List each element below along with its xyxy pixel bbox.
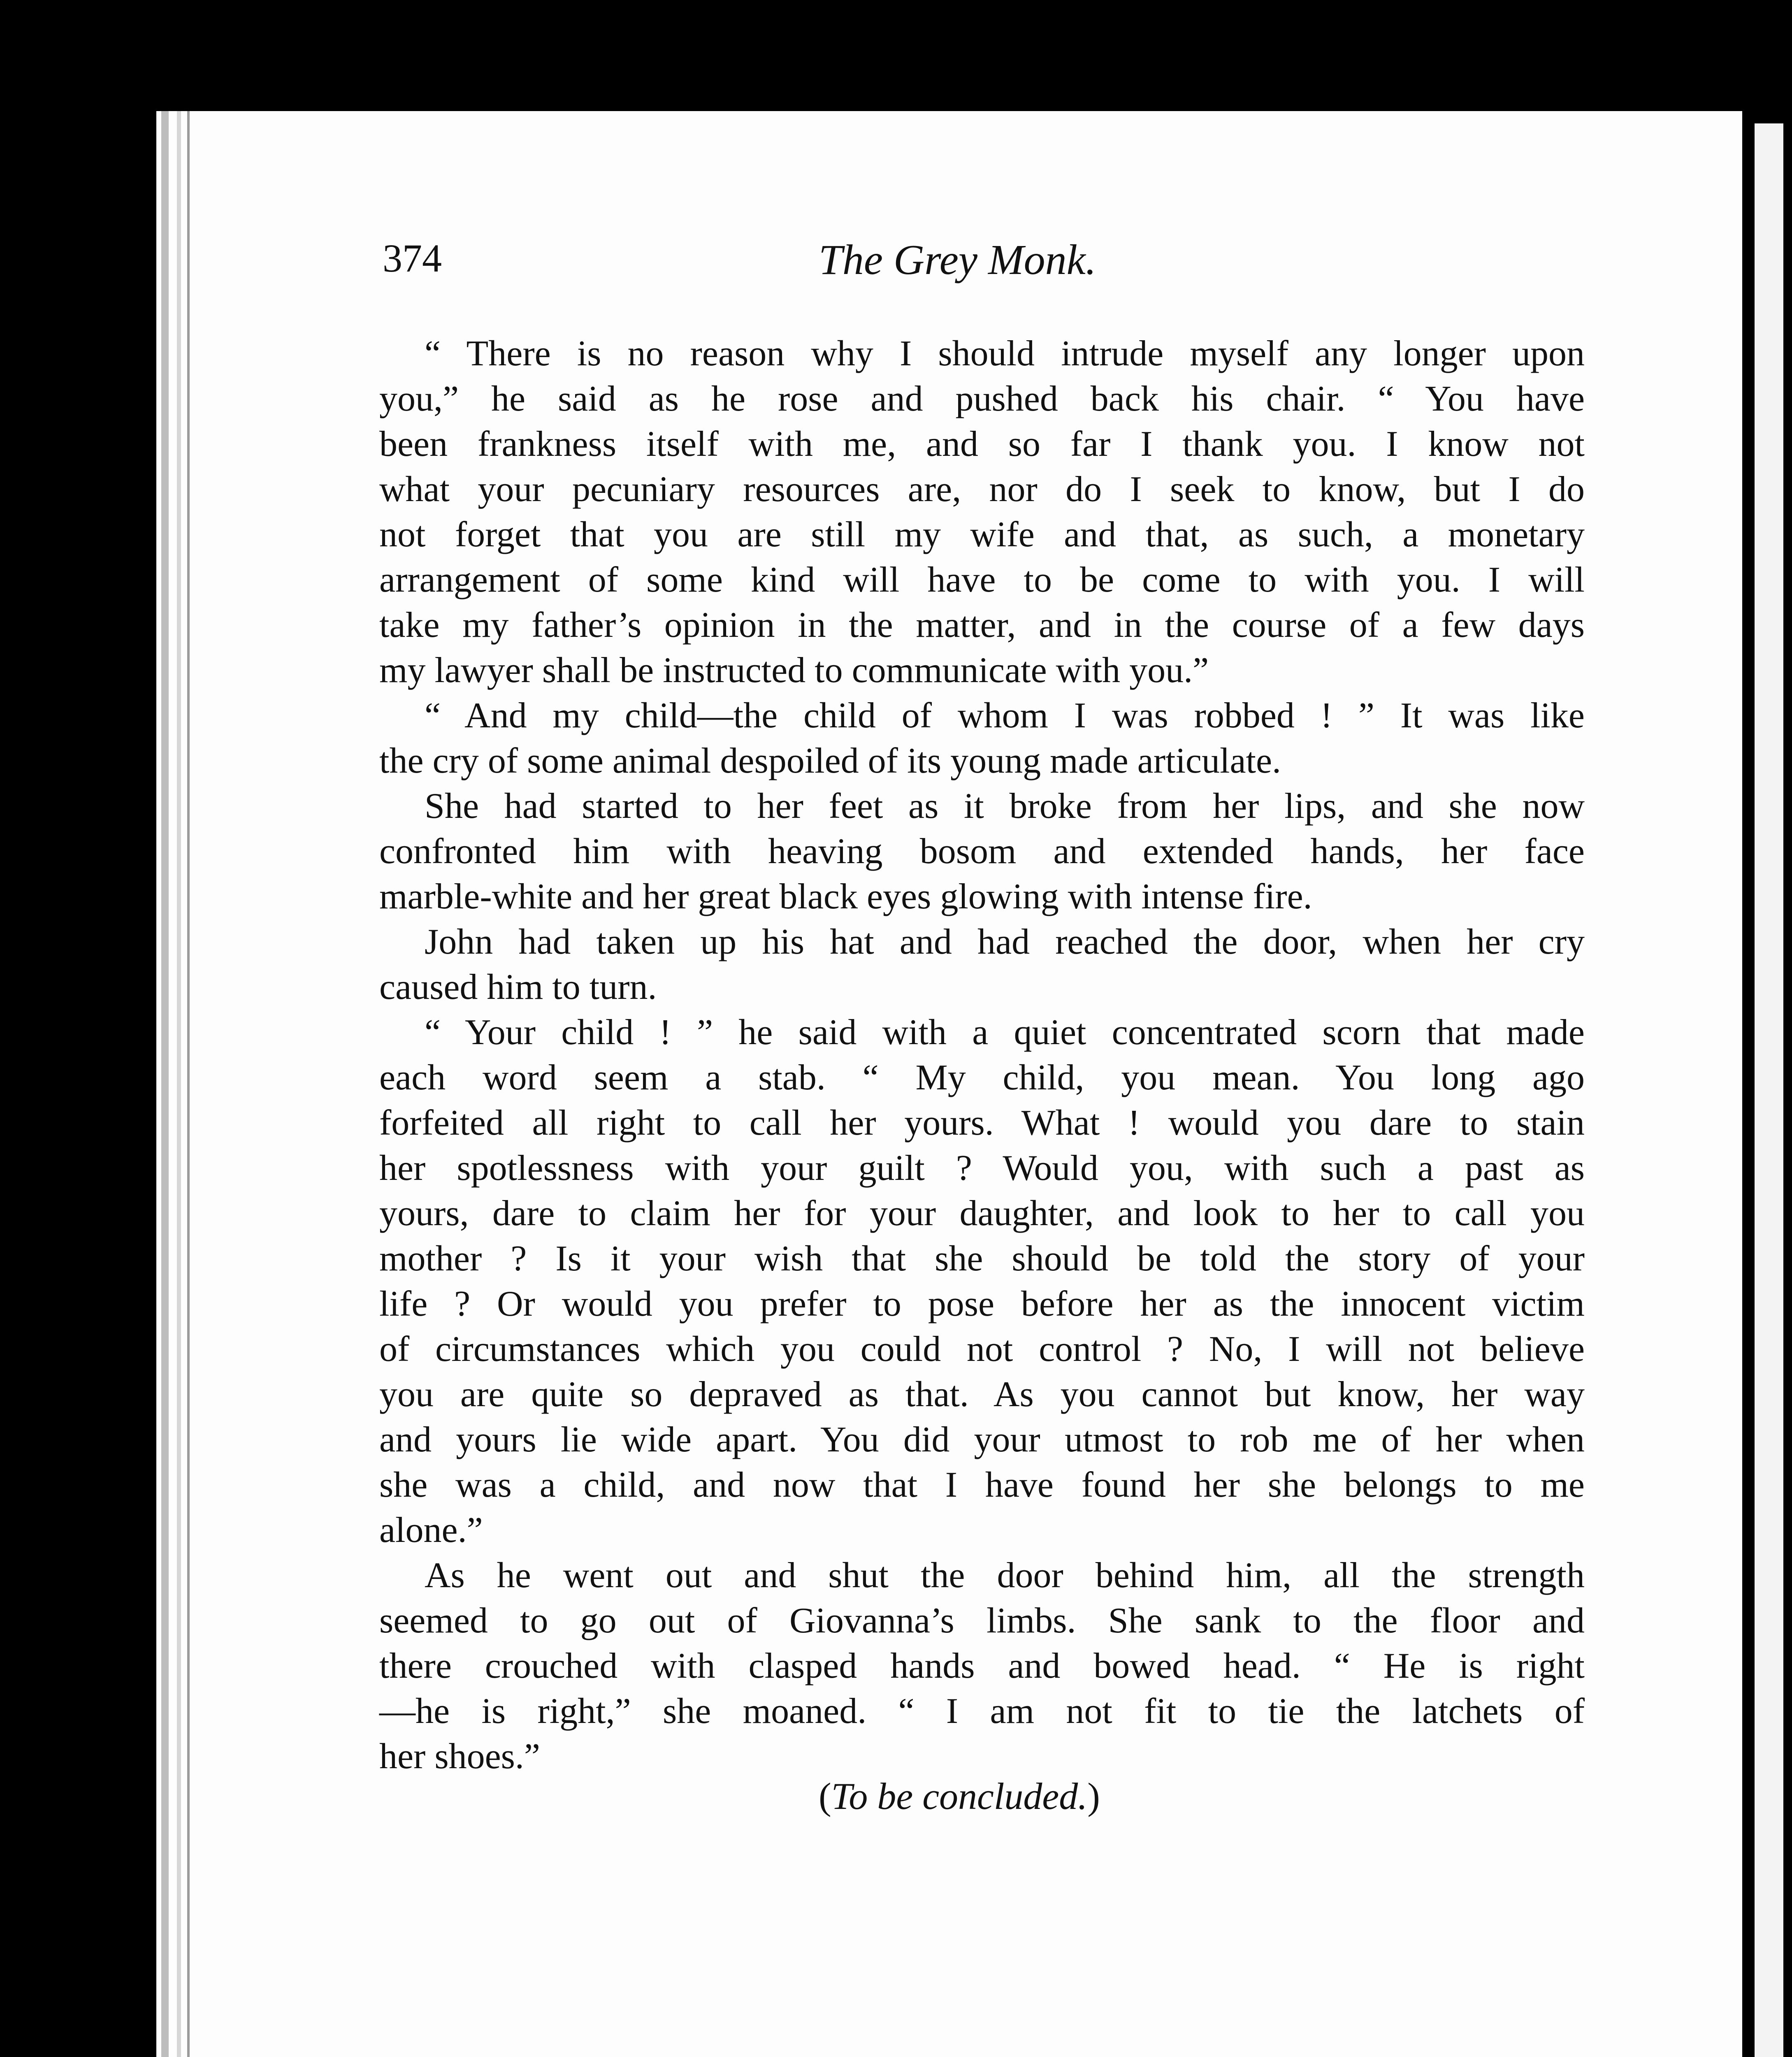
text-line: what your pecuniary resources are, nor do I seek to know, but I do — [379, 469, 1585, 509]
text-line: John had taken up his hat and had reached the door, when her cry — [425, 922, 1585, 962]
text-line: yours, dare to claim her for your daughter, and look to her to call you — [379, 1193, 1585, 1233]
text-line: forfeited all right to call her yours. What ! would you dare to stain — [379, 1103, 1585, 1143]
text-line: her spotlessness with your guilt ? Would you, with such a past as — [379, 1148, 1585, 1188]
text-line: you are quite so depraved as that. As you cannot but know, her way — [379, 1374, 1585, 1414]
text-line: she was a child, and now that I have found her she belongs to me — [379, 1465, 1585, 1505]
text-line: life ? Or would you prefer to pose before her as the innocent victim — [379, 1284, 1585, 1324]
text-line: “ Your child ! ” he said with a quiet concentrated scorn that made — [425, 1012, 1585, 1052]
open-paren: ( — [819, 1775, 831, 1817]
text-line: marble-white and her great black eyes glowing with intense fire. — [379, 877, 1312, 917]
text-line: As he went out and shut the door behind him, all the strength — [425, 1556, 1585, 1595]
binding-edge-line — [187, 111, 190, 2057]
running-title: The Grey Monk. — [819, 236, 1096, 283]
text-line: —he is right,” she moaned. “ I am not fit to tie the latchets of — [379, 1691, 1585, 1731]
text-line: confronted him with heaving bosom and extended hands, her face — [379, 831, 1585, 871]
close-paren: ) — [1087, 1775, 1100, 1817]
text-line: the cry of some animal despoiled of its young made articulate. — [379, 741, 1281, 781]
text-line: her shoes.” — [379, 1737, 540, 1776]
facing-page-edge — [1742, 111, 1792, 2057]
text-line: my lawyer shall be instructed to communicate with you.” — [379, 650, 1209, 690]
text-line: She had started to her feet as it broke from her lips, and she now — [425, 786, 1585, 826]
text-line: alone.” — [379, 1510, 483, 1550]
to-be-concluded — [819, 1777, 1100, 1815]
page-number: 374 — [383, 236, 442, 280]
text-line: mother ? Is it your wish that she should be told the story of your — [379, 1239, 1585, 1279]
text-line: take my father’s opinion in the matter, and in the course of a few days — [379, 605, 1585, 645]
body-text — [379, 331, 1585, 1779]
text-line: caused him to turn. — [379, 967, 657, 1007]
text-line: arrangement of some kind will have to be come to with you. I will — [379, 560, 1585, 600]
text-line: you,” he said as he rose and pushed back his chair. “ You have — [379, 379, 1585, 419]
text-line: there crouched with clasped hands and bowed head. “ He is right — [379, 1646, 1585, 1686]
page-header — [383, 230, 1172, 296]
text-line: been frankness itself with me, and so far I thank you. I know not — [379, 424, 1585, 464]
text-line: “ There is no reason why I should intrude myself any longer upon — [425, 334, 1585, 374]
text-line: seemed to go out of Giovanna’s limbs. She sank to the floor and — [379, 1601, 1585, 1641]
text-line: of circumstances which you could not control ? No, I will not believe — [379, 1329, 1585, 1369]
binding-edge-line — [161, 111, 169, 2057]
facing-page-sliver — [1755, 123, 1783, 2057]
text-line: “ And my child—the child of whom I was robbed ! ” It was like — [425, 696, 1585, 736]
text-line: and yours lie wide apart. You did your utmost to rob me of her when — [379, 1420, 1585, 1460]
text-line: not forget that you are still my wife and that, as such, a monetary — [379, 515, 1585, 555]
binding-edge-line — [177, 111, 181, 2057]
text-line: each word seem a stab. “ My child, you mean. You long ago — [379, 1058, 1585, 1098]
to-be-concluded-text: To be concluded. — [831, 1775, 1088, 1817]
